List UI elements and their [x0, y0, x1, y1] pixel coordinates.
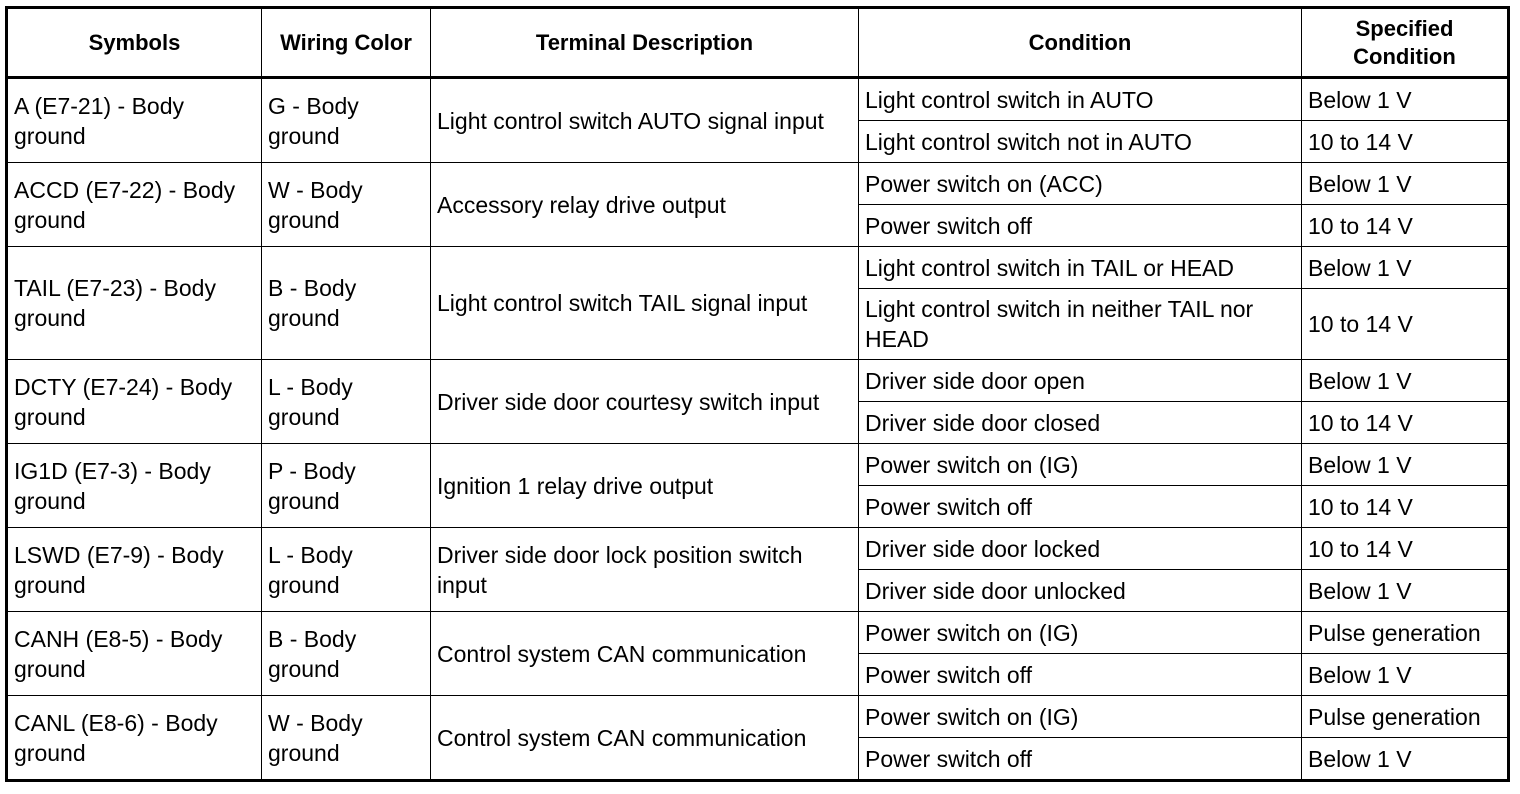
header-condition: Condition — [859, 8, 1302, 78]
description-cell: Driver side door lock position switch input — [431, 528, 859, 612]
wiring-cell: G - Body ground — [262, 78, 431, 163]
symbol-cell: LSWD (E7-9) - Body ground — [7, 528, 262, 612]
spec-cell: 10 to 14 V — [1302, 528, 1509, 570]
condition-cell: Power switch off — [859, 654, 1302, 696]
condition-cell: Driver side door closed — [859, 402, 1302, 444]
wiring-cell: W - Body ground — [262, 163, 431, 247]
symbol-cell: CANH (E8-5) - Body ground — [7, 612, 262, 696]
spec-cell: 10 to 14 V — [1302, 289, 1509, 360]
condition-cell: Driver side door open — [859, 360, 1302, 402]
wiring-cell: L - Body ground — [262, 528, 431, 612]
table-row — [7, 360, 1509, 402]
table-row — [7, 528, 1509, 570]
table-row — [7, 612, 1509, 654]
spec-cell: Below 1 V — [1302, 247, 1509, 289]
table-row — [7, 696, 1509, 738]
table-row — [7, 444, 1509, 486]
table-row — [7, 163, 1509, 205]
spec-cell: Below 1 V — [1302, 163, 1509, 205]
symbol-cell: CANL (E8-6) - Body ground — [7, 696, 262, 781]
spec-cell: Below 1 V — [1302, 738, 1509, 781]
wiring-cell: W - Body ground — [262, 696, 431, 781]
symbol-cell: IG1D (E7-3) - Body ground — [7, 444, 262, 528]
description-cell: Driver side door courtesy switch input — [431, 360, 859, 444]
condition-cell: Light control switch not in AUTO — [859, 121, 1302, 163]
condition-cell: Power switch off — [859, 738, 1302, 781]
description-cell: Ignition 1 relay drive output — [431, 444, 859, 528]
spec-cell: Pulse generation — [1302, 696, 1509, 738]
header-specified-condition: Specified Condition — [1302, 8, 1509, 78]
symbol-cell: ACCD (E7-22) - Body ground — [7, 163, 262, 247]
description-cell: Control system CAN communication — [431, 612, 859, 696]
condition-cell: Power switch off — [859, 486, 1302, 528]
symbol-cell: TAIL (E7-23) - Body ground — [7, 247, 262, 360]
condition-cell: Light control switch in AUTO — [859, 78, 1302, 121]
header-row — [7, 8, 1509, 78]
wiring-cell: B - Body ground — [262, 612, 431, 696]
description-cell: Control system CAN communication — [431, 696, 859, 781]
wiring-cell: L - Body ground — [262, 360, 431, 444]
description-cell: Light control switch AUTO signal input — [431, 78, 859, 163]
spec-cell: Below 1 V — [1302, 78, 1509, 121]
symbol-cell: DCTY (E7-24) - Body ground — [7, 360, 262, 444]
spec-cell: 10 to 14 V — [1302, 486, 1509, 528]
condition-cell: Power switch on (IG) — [859, 612, 1302, 654]
description-cell: Accessory relay drive output — [431, 163, 859, 247]
condition-cell: Driver side door locked — [859, 528, 1302, 570]
condition-cell: Power switch on (IG) — [859, 696, 1302, 738]
spec-cell: 10 to 14 V — [1302, 402, 1509, 444]
wiring-cell: P - Body ground — [262, 444, 431, 528]
spec-cell: Pulse generation — [1302, 612, 1509, 654]
description-cell: Light control switch TAIL signal input — [431, 247, 859, 360]
condition-cell: Power switch on (ACC) — [859, 163, 1302, 205]
symbol-cell: A (E7-21) - Body ground — [7, 78, 262, 163]
condition-cell: Light control switch in neither TAIL nor HEAD — [859, 289, 1302, 360]
wiring-cell: B - Body ground — [262, 247, 431, 360]
spec-cell: Below 1 V — [1302, 444, 1509, 486]
terminal-spec-table — [5, 6, 1510, 782]
header-symbols: Symbols — [7, 8, 262, 78]
header-wiring-color: Wiring Color — [262, 8, 431, 78]
header-terminal-description: Terminal Description — [431, 8, 859, 78]
spec-cell: Below 1 V — [1302, 570, 1509, 612]
condition-cell: Power switch off — [859, 205, 1302, 247]
table-row — [7, 78, 1509, 121]
condition-cell: Driver side door unlocked — [859, 570, 1302, 612]
condition-cell: Light control switch in TAIL or HEAD — [859, 247, 1302, 289]
spec-cell: Below 1 V — [1302, 654, 1509, 696]
condition-cell: Power switch on (IG) — [859, 444, 1302, 486]
spec-cell: Below 1 V — [1302, 360, 1509, 402]
spec-cell: 10 to 14 V — [1302, 121, 1509, 163]
table-row — [7, 247, 1509, 289]
spec-cell: 10 to 14 V — [1302, 205, 1509, 247]
